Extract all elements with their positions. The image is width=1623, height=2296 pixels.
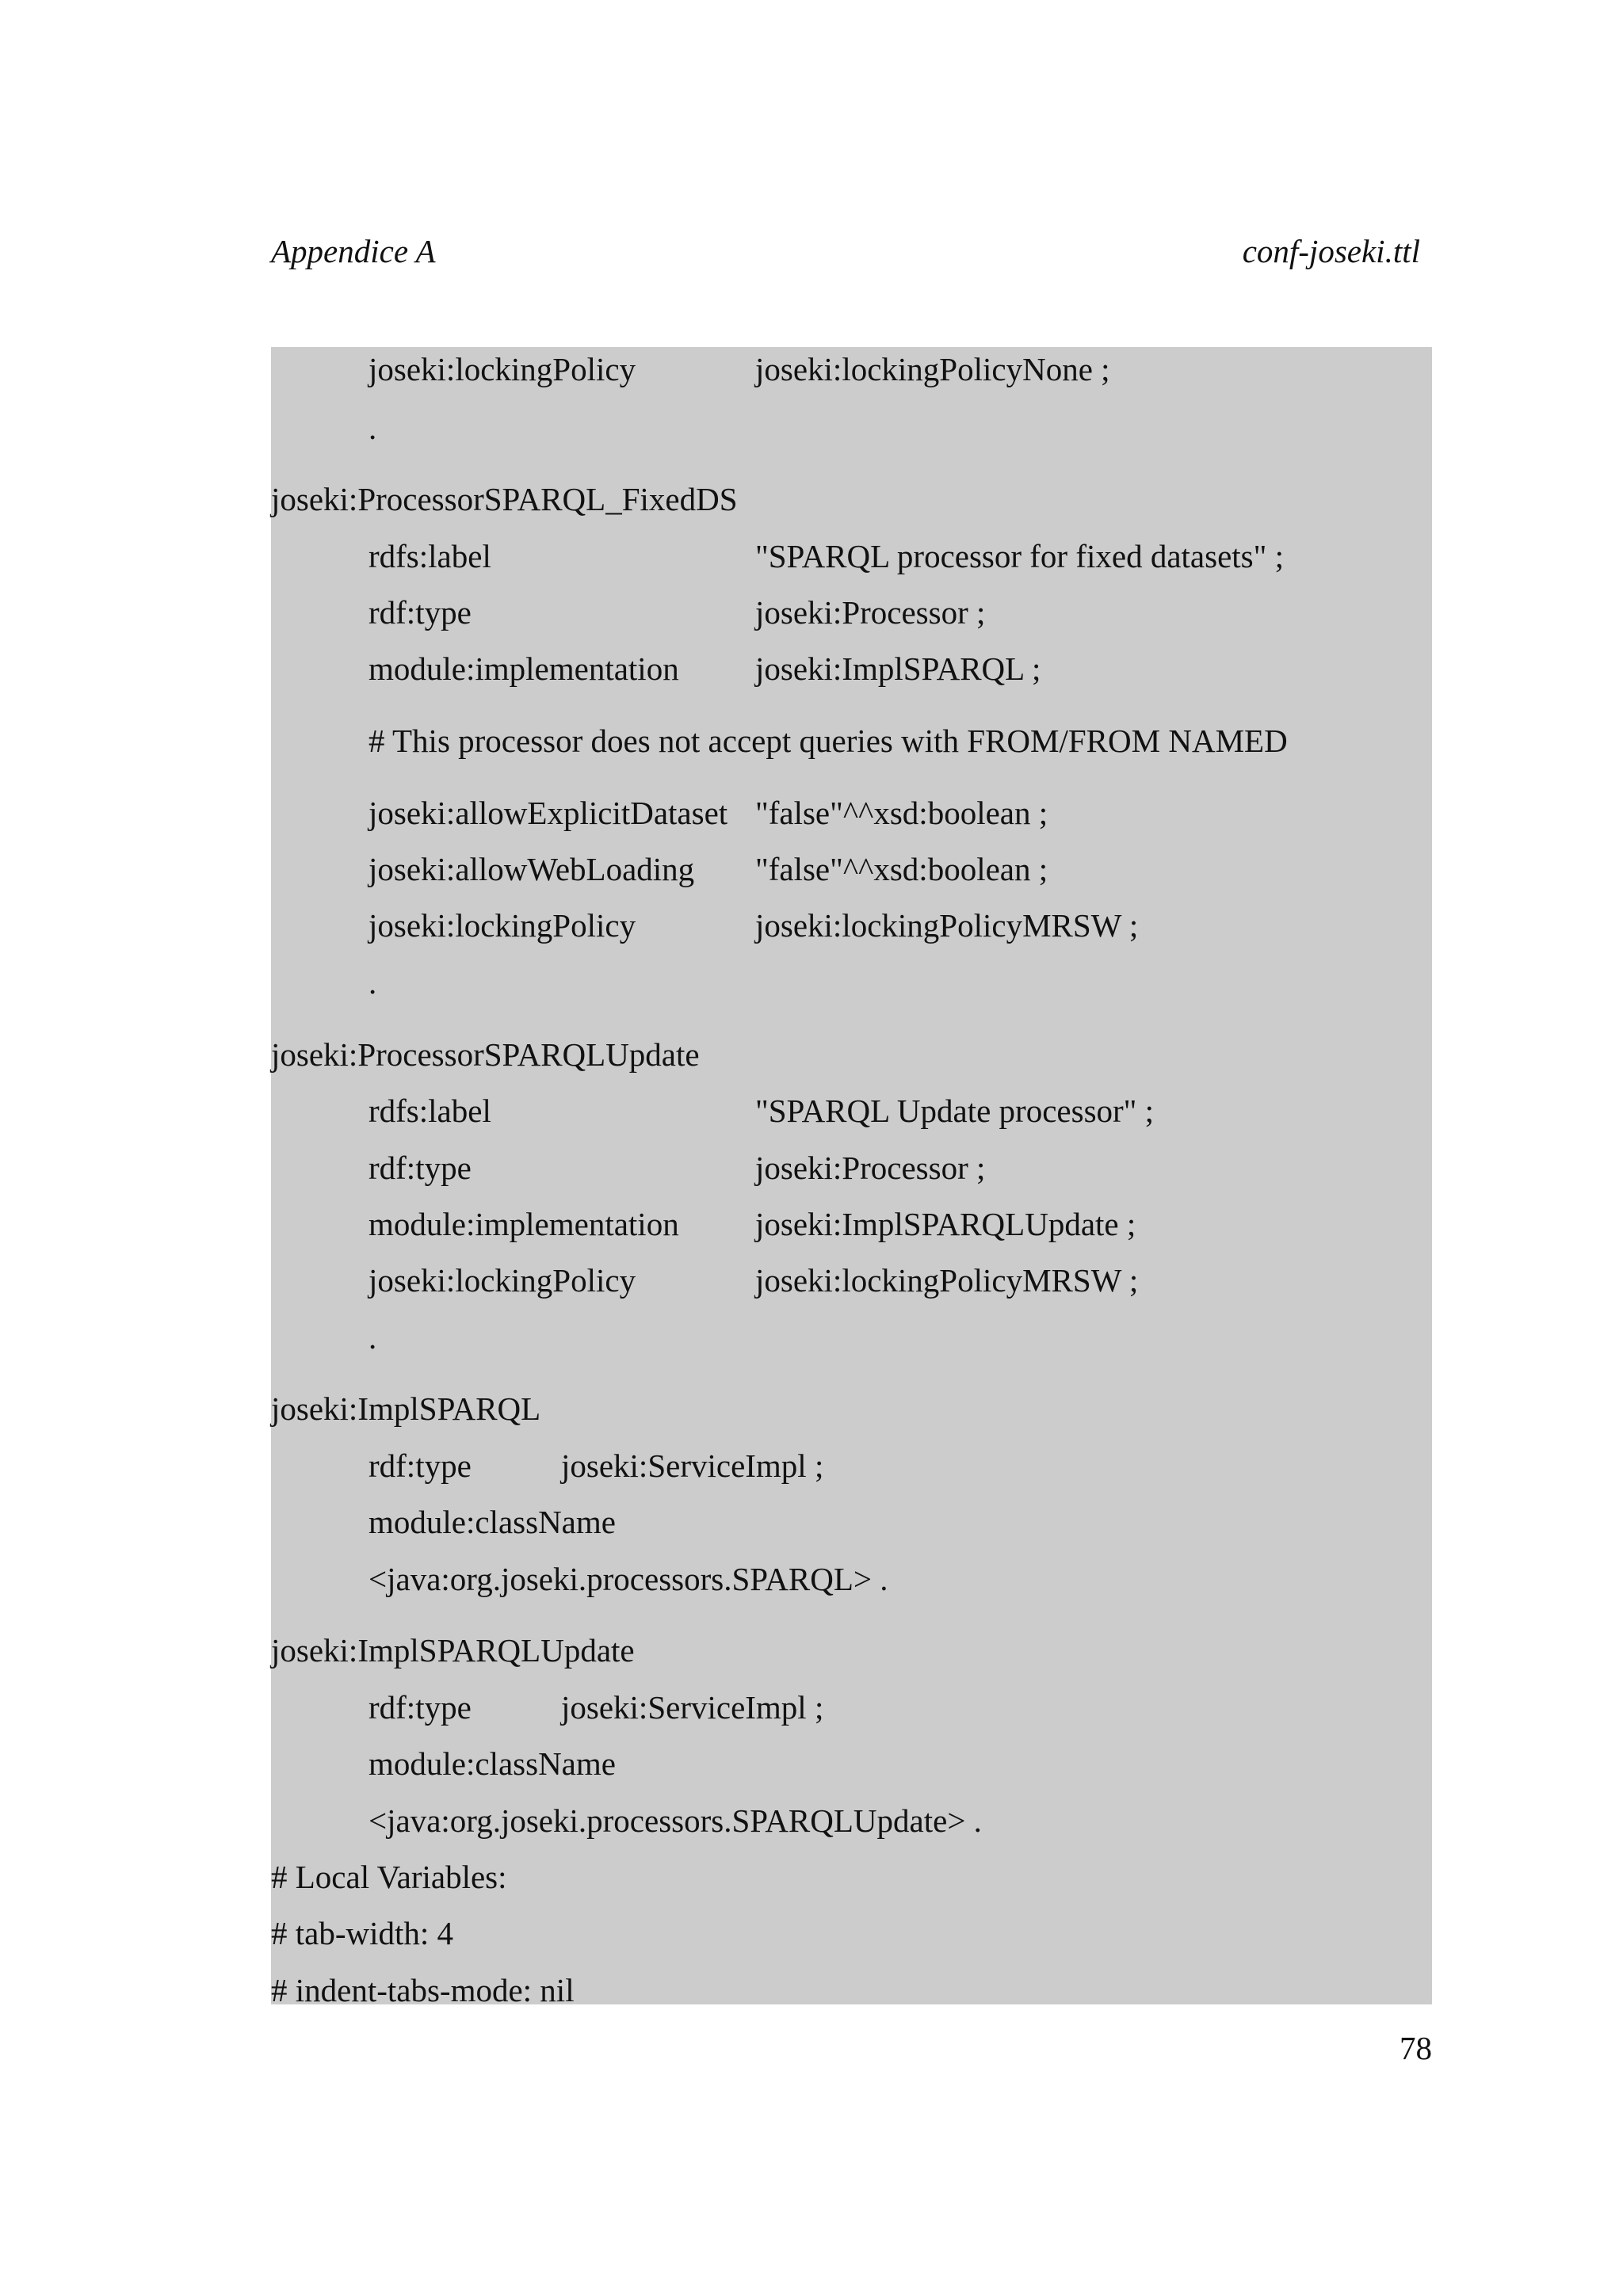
code-key: joseki:allowWebLoading [369,851,695,887]
code-value: "false"^^xsd:boolean ; [755,795,1048,831]
code-key: # tab-width: 4 [271,1915,454,1951]
code-key: . [369,1319,377,1356]
code-value: joseki:lockingPolicyMRSW ; [755,1262,1139,1299]
code-value: joseki:ServiceImpl ; [561,1689,824,1726]
code-key: # indent-tabs-mode: nil [271,1972,575,2008]
code-value: joseki:ServiceImpl ; [561,1447,824,1484]
code-key: . [369,964,377,1001]
code-key: joseki:ProcessorSPARQLUpdate [271,1036,700,1073]
code-key: joseki:lockingPolicy [369,907,636,944]
code-key: . [369,410,377,446]
code-key: # Local Variables: [271,1859,507,1895]
code-key: rdfs:label [369,1093,491,1129]
code-key: joseki:ImplSPARQLUpdate [271,1632,635,1669]
code-key: module:implementation [369,650,679,687]
code-key: module:className [369,1745,616,1782]
code-key: joseki:ImplSPARQL [271,1390,541,1427]
page-number: 78 [1400,2030,1432,2066]
code-value: joseki:lockingPolicyNone ; [755,351,1110,387]
code-value: "SPARQL processor for fixed datasets" ; [755,538,1284,574]
code-value: "false"^^xsd:boolean ; [755,851,1048,887]
code-key: <java:org.joseki.processors.SPARQLUpdate> . [369,1802,982,1839]
code-key: <java:org.joseki.processors.SPARQL> . [369,1561,888,1597]
code-key: joseki:ProcessorSPARQL_FixedDS [271,481,738,517]
code-listing [271,347,1432,2008]
code-key: rdf:type [369,1150,472,1186]
code-value: joseki:Processor ; [755,594,986,631]
code-key: joseki:lockingPolicy [369,351,636,387]
code-value: joseki:Processor ; [755,1150,986,1186]
code-key: rdfs:label [369,538,491,574]
running-header-right: conf-joseki.ttl [1242,233,1420,269]
code-key: # This processor does not accept queries with FROM/FROM NAMED [369,723,1288,759]
code-key: module:implementation [369,1206,679,1242]
code-key: joseki:lockingPolicy [369,1262,636,1299]
code-key: joseki:allowExplicitDataset [369,795,728,831]
code-key: rdf:type [369,594,472,631]
code-value: "SPARQL Update processor" ; [755,1093,1155,1129]
code-key: rdf:type [369,1689,472,1726]
code-value: joseki:ImplSPARQLUpdate ; [755,1206,1136,1242]
running-header-left: Appendice A [271,233,436,269]
code-value: joseki:ImplSPARQL ; [755,650,1041,687]
code-value: joseki:lockingPolicyMRSW ; [755,907,1139,944]
code-key: module:className [369,1504,616,1540]
code-key: rdf:type [369,1447,472,1484]
